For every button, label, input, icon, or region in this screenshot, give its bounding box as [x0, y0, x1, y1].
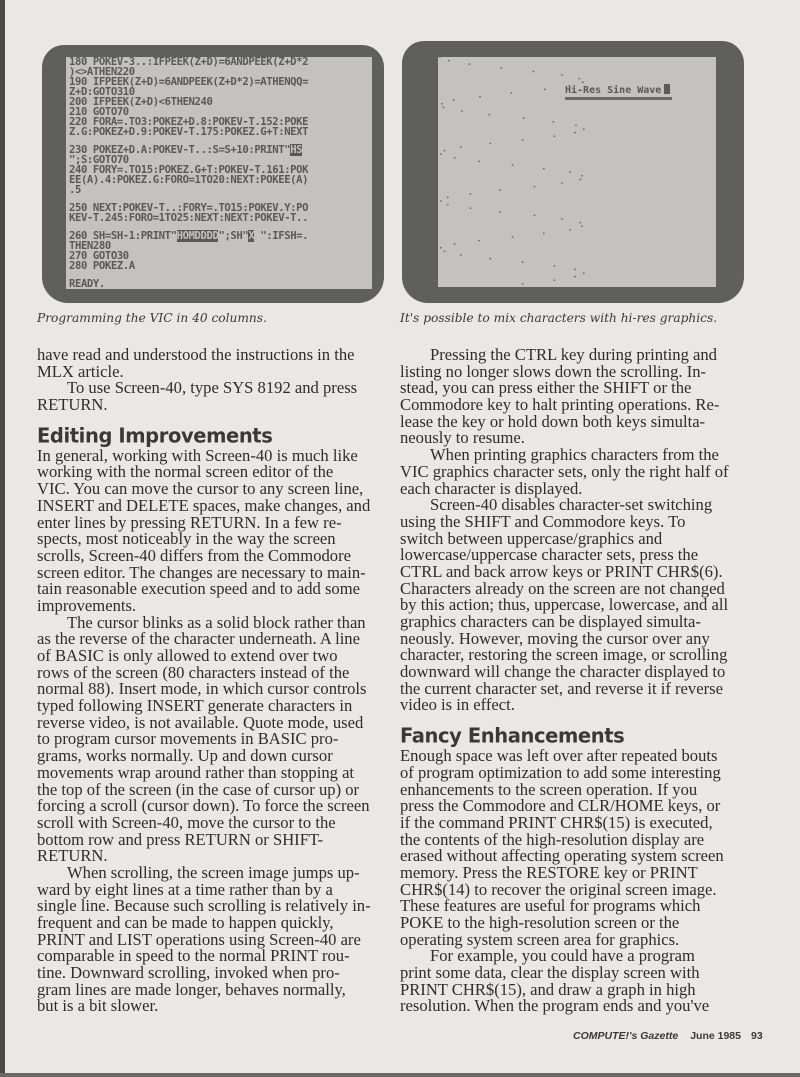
code-text: 270 GOTO30 — [69, 250, 129, 262]
paragraph — [400, 447, 750, 497]
code-line — [66, 175, 372, 185]
code-text: Z.G:POKEZ+D.9:POKEV-T.175:POKEZ.G+T:NEXT — [69, 126, 309, 138]
code-text: .5 — [69, 184, 81, 196]
sine-dot — [448, 60, 450, 62]
blank-line — [66, 271, 372, 279]
text-line: INSERT and DELETE spaces, make changes, and — [37, 495, 371, 515]
code-text: READY. — [69, 278, 105, 289]
sine-dot — [582, 81, 584, 83]
text-line: by this action; thus, uppercase, lowercase, and all — [400, 595, 729, 615]
sine-dot — [561, 182, 563, 184]
sine-dot — [461, 110, 463, 112]
sine-dot — [543, 233, 545, 235]
text-line: grams, works normally. Up and down cursor — [37, 746, 333, 766]
hires-screen-title — [565, 84, 672, 100]
code-text: 250 NEXT:POKEV-T..:FORY=.TO15:POKEV.Y:PO — [69, 202, 309, 214]
text-line: single line. Because such scrolling is relatively in- — [37, 896, 371, 916]
sine-dot — [579, 222, 581, 224]
text-line: if the command PRINT CHR$(15) is executed, — [400, 812, 713, 832]
text-line: When scrolling, the screen image jumps up- — [67, 862, 360, 882]
text-line: improvements. — [37, 595, 137, 615]
text-line: press the Commodore and CLR/HOME keys, or — [400, 796, 721, 816]
sine-dot — [579, 179, 581, 181]
text-line: enhancements to the screen operation. If you — [400, 779, 698, 799]
paragraph — [400, 347, 750, 447]
text-line: In general, working with Screen-40 is much like — [37, 445, 358, 465]
sine-dot — [512, 164, 514, 166]
page-footer — [573, 1030, 763, 1042]
text-line: downward will change the character displayed to — [400, 662, 726, 682]
sine-dot — [499, 211, 501, 213]
text-line: spects, most noticeably in the way the screen — [37, 529, 336, 549]
sine-dot — [443, 107, 445, 109]
sine-dot — [447, 197, 449, 199]
reverse-video-chars: HS — [290, 144, 303, 156]
reverse-video-chars: HOMDDDD — [176, 230, 219, 242]
code-line — [66, 185, 372, 195]
sine-dot — [583, 128, 585, 130]
sine-dot — [543, 168, 545, 170]
paragraph — [400, 497, 750, 714]
hires-title-text: Hi-Res Sine Wave — [565, 85, 662, 96]
text-line: POKE to the high-resolution screen or the — [400, 913, 680, 932]
text-line: memory. Press the RESTORE key or PRINT — [400, 862, 698, 882]
sine-dot — [460, 146, 462, 148]
text-line: CTRL and back arrow keys or PRINT CHR$(6). — [400, 561, 723, 581]
sine-dot — [511, 92, 513, 94]
sine-dot — [478, 161, 480, 163]
code-text: 280 POKEZ.A — [69, 260, 135, 272]
article-left-column — [37, 347, 387, 1015]
cursor-block-icon — [664, 84, 670, 94]
sine-dot — [569, 229, 571, 231]
text-line: frequent and can be made to happen quickly, — [37, 913, 334, 932]
sine-dot — [512, 236, 514, 238]
text-line: neously to resume. — [400, 428, 525, 448]
figure-right-caption: It's possible to mix characters with hi-res graphics. — [400, 311, 718, 325]
code-text: 200 IFPEEK(Z+D)<6THEN240 — [69, 96, 213, 108]
paragraph — [37, 445, 387, 615]
code-text: Z+D:GOTO310 — [69, 86, 135, 98]
text-line: VIC graphics character sets, only the right half of — [400, 461, 729, 481]
text-line: stead, you can press either the SHIFT or the — [400, 378, 692, 398]
text-line: listing no longer slows down the scrolling. In- — [400, 361, 707, 381]
figure-left-monitor — [42, 45, 384, 303]
article-right-column — [400, 347, 750, 1015]
sine-dot — [454, 243, 456, 245]
sine-dot — [561, 218, 563, 220]
sine-dot — [447, 204, 449, 206]
text-line: the current character set, and reverse it if reverse — [400, 678, 723, 698]
sine-dot — [574, 276, 576, 278]
sine-dot — [554, 135, 556, 137]
text-line: MLX article. — [37, 361, 124, 381]
sine-dot — [534, 186, 536, 188]
code-text: 220 FORA=.TO3:POKEZ+D.8:POKEV-T.152:POKE — [69, 116, 309, 128]
hires-graphics-screen — [438, 57, 716, 287]
code-text: ";SH" — [218, 230, 249, 242]
paragraph — [37, 380, 387, 413]
text-line: ward by eight lines at a time rather than by a — [37, 879, 333, 899]
sine-dot — [533, 71, 535, 73]
sine-dot — [575, 125, 577, 127]
paragraph — [37, 347, 387, 380]
sine-dot — [470, 207, 472, 209]
sine-dot — [499, 189, 501, 191]
text-line: print some data, clear the display screen with — [400, 963, 700, 983]
paragraph — [400, 748, 750, 948]
basic-listing-screen — [66, 57, 372, 289]
sine-dot — [569, 171, 571, 173]
text-line: Commodore key to halt printing operations. Re- — [400, 395, 720, 415]
code-text: 190 IFPEEK(Z+D)=6ANDPEEK(Z+D*2)=ATHENQQ= — [69, 76, 309, 88]
sine-dot — [488, 114, 490, 116]
code-text: 180 POKEV-3..:IFPEEK(Z+D)=6ANDPEEK(Z+D*2 — [69, 57, 309, 68]
page-edge-shadow — [0, 0, 5, 1077]
sine-dot — [454, 157, 456, 159]
text-line: Characters already on the screen are not changed — [400, 578, 725, 598]
code-text: ":IFSH=. — [254, 230, 309, 242]
sine-dot — [534, 215, 536, 217]
sine-dot — [554, 265, 556, 267]
sine-dot — [500, 67, 502, 69]
text-line: enter lines by pressing RETURN. In a few re- — [37, 512, 342, 532]
text-line: but is a bit slower. — [37, 996, 159, 1016]
text-line: lowercase/uppercase character sets, press the — [400, 545, 699, 565]
sine-dot — [561, 74, 563, 76]
section-heading-fancy-enhancements: Fancy Enhancements — [400, 723, 625, 748]
sine-dot — [489, 258, 491, 260]
code-line — [66, 231, 372, 241]
sine-dot — [460, 254, 462, 256]
text-line: video is in effect. — [400, 695, 515, 715]
sine-dot — [439, 57, 441, 58]
code-line — [66, 261, 372, 271]
text-line: the contents of the high-resolution display are — [400, 829, 705, 849]
code-text: 240 FORY=.TO15:POKEZ.G+T:POKEV-T.161:POK — [69, 164, 309, 176]
sine-dot — [554, 279, 556, 281]
text-line: scrolls, Screen-40 differs from the Commodore — [37, 545, 351, 565]
text-line: working with the normal screen editor of the — [37, 462, 334, 482]
text-line: For example, you could have a program — [430, 946, 695, 966]
sine-dot — [489, 143, 491, 145]
code-text: KEV-T.245:FORO=1TO25:NEXT:NEXT:POKEV-T.. — [69, 212, 309, 224]
text-line: as the reverse of the character underneath. A line — [37, 629, 360, 649]
text-line: RETURN. — [37, 395, 108, 415]
code-text: ";S:GOTO70 — [69, 154, 129, 166]
code-text: )<>ATHEN220 — [69, 66, 135, 78]
text-line: tine. Downward scrolling, invoked when pro- — [37, 963, 340, 983]
code-text: 230 POKEZ+D.A:POKEV-T..:S=S+10:PRINT" — [69, 144, 291, 156]
sine-dot — [470, 193, 472, 195]
sine-dot — [469, 63, 471, 65]
text-line: Screen-40 disables character-set switching — [430, 495, 713, 515]
text-line: the top of the screen (in the case of cursor up) or — [37, 779, 360, 799]
sine-dot — [479, 96, 481, 98]
text-line: Pressing the CTRL key during printing and — [430, 345, 717, 364]
text-line: PRINT CHR$(15), and draw a graph in high — [400, 979, 696, 999]
sine-dot — [553, 121, 555, 123]
text-line: When printing graphics characters from the — [430, 445, 719, 465]
code-text: 210 GOTO70 — [69, 106, 129, 118]
sine-dot — [444, 251, 446, 253]
text-line: tain reasonable execution speed and to add some — [37, 579, 361, 599]
page-bottom-shadow — [0, 1073, 800, 1077]
sine-dot — [441, 103, 443, 105]
paragraph — [37, 862, 387, 1016]
text-line: movements wrap around rather than stopping at — [37, 762, 355, 782]
text-line: each character is displayed. — [400, 478, 583, 498]
text-line: graphics characters can be displayed simulta- — [400, 612, 701, 631]
sine-dot — [453, 99, 455, 101]
sine-dot — [522, 283, 524, 285]
text-line: neously. However, moving the cursor over any — [400, 628, 710, 648]
text-line: These features are useful for programs which — [400, 896, 701, 916]
reverse-video-chars: X — [248, 230, 255, 242]
text-line: operating system screen area for graphics. — [400, 929, 680, 949]
magazine-name: COMPUTE!'s Gazette — [573, 1030, 679, 1042]
section-heading-editing-improvements: Editing Improvements — [37, 423, 273, 448]
text-line: of program optimization to add some interesting — [400, 762, 721, 782]
text-line: scroll with Screen-40, move the cursor to the — [37, 812, 336, 832]
text-line: normal 88). Insert mode, in which cursor controls — [37, 679, 367, 699]
text-line: CHR$(14) to recover the original screen image. — [400, 879, 717, 899]
code-text: THEN280 — [69, 240, 111, 252]
code-text: 260 SH=SH-1:PRINT" — [69, 230, 177, 242]
sine-dot — [544, 89, 546, 91]
sine-dot — [478, 240, 480, 242]
sine-dot — [440, 247, 442, 249]
paragraph — [400, 948, 750, 1015]
text-line: reverse video, is not available. Quote mode, used — [37, 712, 364, 732]
text-line: using the SHIFT and Commodore keys. To — [400, 511, 686, 531]
text-line: of BASIC is only allowed to extend over two — [37, 646, 338, 665]
text-line: RETURN. — [37, 846, 108, 866]
figure-right-monitor — [402, 41, 744, 303]
text-line: typed following INSERT generate characters in — [37, 696, 353, 716]
text-line: screen editor. The changes are necessary to main- — [37, 562, 366, 582]
code-line — [66, 279, 372, 289]
sine-dot — [578, 78, 580, 80]
sine-dot — [440, 153, 442, 155]
text-line: PRINT and LIST operations using Screen-40 are — [37, 929, 361, 949]
text-line: gram lines are made longer, behaves normally, — [37, 979, 346, 999]
text-line: character, restoring the screen image, or scrolling — [400, 645, 728, 665]
sine-dot — [444, 150, 446, 152]
page-number: 93 — [750, 1030, 763, 1042]
sine-dot — [574, 132, 576, 134]
issue-date: June 1985 — [690, 1030, 741, 1042]
sine-dot — [522, 261, 524, 263]
sine-dot — [440, 200, 442, 202]
text-line: resolution. When the program ends and you've — [400, 996, 710, 1016]
text-line: VIC. You can move the cursor to any screen line, — [37, 479, 364, 499]
text-line: forcing a scroll (cursor down). To force the screen — [37, 796, 370, 816]
sine-dot — [574, 269, 576, 271]
text-line: To use Screen-40, type SYS 8192 and press — [67, 378, 358, 398]
paragraph — [37, 612, 387, 866]
text-line: switch between uppercase/graphics and — [400, 528, 663, 548]
sine-dot — [581, 175, 583, 177]
sine-dot — [523, 117, 525, 119]
text-line: erased without affecting operating system screen — [400, 846, 724, 866]
code-text: EE(A).4:POKEZ.G:FORO=1TO20:NEXT:POKEE(A) — [69, 174, 309, 186]
figure-left-caption: Programming the VIC in 40 columns. — [37, 311, 267, 325]
sine-dot — [583, 272, 585, 274]
text-line: to program cursor movements in BASIC pro- — [37, 729, 339, 749]
text-line: bottom row and press RETURN or SHIFT- — [37, 829, 324, 849]
text-line: comparable in speed to the normal PRINT rou- — [37, 946, 350, 966]
sine-dot — [581, 225, 583, 227]
text-line: Enough space was left over after repeated bouts — [400, 746, 718, 766]
text-line: lease the key or hold down both keys simulta- — [400, 411, 706, 431]
sine-dot — [522, 139, 524, 141]
text-line: rows of the screen (80 characters instead of the — [37, 662, 350, 682]
text-line: have read and understood the instructions in the — [37, 345, 355, 364]
text-line: The cursor blinks as a solid block rather than — [67, 612, 366, 632]
code-line — [66, 213, 372, 223]
code-line — [66, 127, 372, 137]
